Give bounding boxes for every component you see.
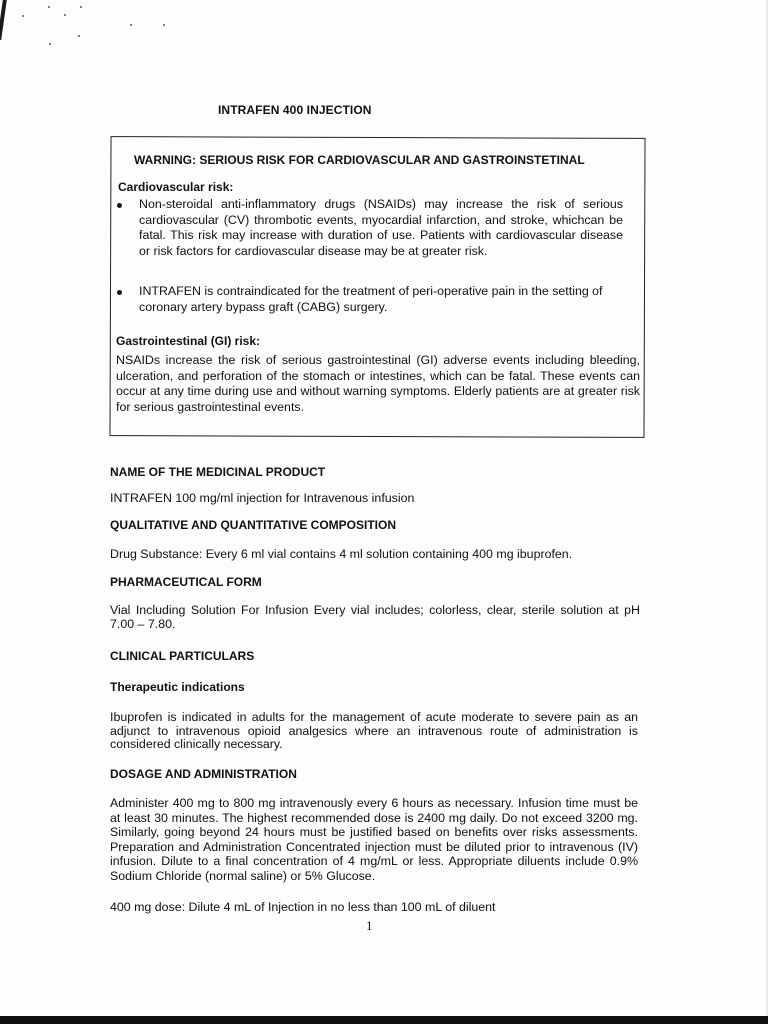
warning-heading: WARNING: SERIOUS RISK FOR CARDIOVASCULAR AND GASTROINSTETINAL [134, 153, 585, 167]
subsection-heading-indications: Therapeutic indications [110, 680, 245, 694]
bullet-icon [117, 203, 122, 208]
indications-text: Ibuprofen is indicated in adults for the management of acute moderate to severe pain as an adjunct to intravenous opioid analgesics where an intravenous route of administration is considered clinically necessary. [110, 710, 638, 751]
section-heading-dosage: DOSAGE AND ADMINISTRATION [110, 767, 297, 781]
scan-speck [48, 6, 50, 8]
scan-speck [64, 14, 66, 16]
gi-risk-heading: Gastrointestinal (GI) risk: [116, 334, 261, 348]
scan-edge-artifact [0, 0, 7, 40]
pharmaceutical-form-text: Vial Including Solution For Infusion Every vial includes; colorless, clear, sterile solution at pH 7.00 – 7.80. [110, 603, 640, 631]
cardiovascular-bullet: INTRAFEN is contraindicated for the treatment of peri-operative pain in the setting of coronary artery bypass graft (CABG) surgery. [139, 284, 603, 314]
cardiovascular-bullet: Non-steroidal anti-inflammatory drugs (NSAIDs) may increase the risk of serious cardiovascular (CV) thrombotic events, myocardial infarction, and stroke, whichcan be fatal. This risk may increase with duration of use. Patients with cardiovascular disease or risk factors for cardiovascular disease may be at greater risk. [139, 197, 623, 258]
section-heading-clinical: CLINICAL PARTICULARS [110, 649, 255, 663]
scan-speck [130, 24, 132, 26]
scan-speck [80, 6, 82, 8]
section-heading-composition: QUALITATIVE AND QUANTITATIVE COMPOSITION [110, 518, 396, 532]
section-heading-name: NAME OF THE MEDICINAL PRODUCT [110, 465, 326, 479]
gi-risk-text: NSAIDs increase the risk of serious gastrointestinal (GI) adverse events including bleeding, ulceration, and perforation of the stomach or intestines, which can be fatal. These events can occur at any time during use and without warning symptoms. Elderly patients are at greater risk for serious gastrointestinal events. [116, 353, 640, 414]
scan-speck [78, 35, 80, 37]
page-number: 1 [366, 918, 373, 933]
document-title: INTRAFEN 400 INJECTION [218, 103, 372, 117]
dose-400-text: 400 mg dose: Dilute 4 mL of Injection in no less than 100 mL of diluent [110, 900, 496, 914]
dosage-text: Administer 400 mg to 800 mg intravenously every 6 hours as necessary. Infusion time must be at least 30 minutes. The highest recommended dose is 2400 mg daily. Do not exceed 3200 mg. Similarly, going beyond 24 hours must be justified based on benefits over risks assessments. Preparation and Administration Concentrated injection must be diluted prior to intravenous (IV) infusion. Dilute to a final concentration of 4 mg/mL or less. Appropriate diluents include 0.9% Sodium Chloride (normal saline) or 5% Glucose. [110, 796, 638, 883]
scan-edge-artifact [0, 1016, 768, 1024]
scan-speck [22, 15, 24, 17]
section-heading-form: PHARMACEUTICAL FORM [110, 575, 262, 589]
scan-speck [163, 24, 165, 26]
bullet-icon [117, 290, 122, 295]
cardiovascular-risk-heading: Cardiovascular risk: [118, 180, 234, 194]
composition-text: Drug Substance: Every 6 ml vial contains 4 ml solution containing 400 mg ibuprofen. [110, 547, 573, 561]
product-name-text: INTRAFEN 100 mg/ml injection for Intravenous infusion [110, 491, 415, 505]
scan-speck [49, 43, 51, 45]
